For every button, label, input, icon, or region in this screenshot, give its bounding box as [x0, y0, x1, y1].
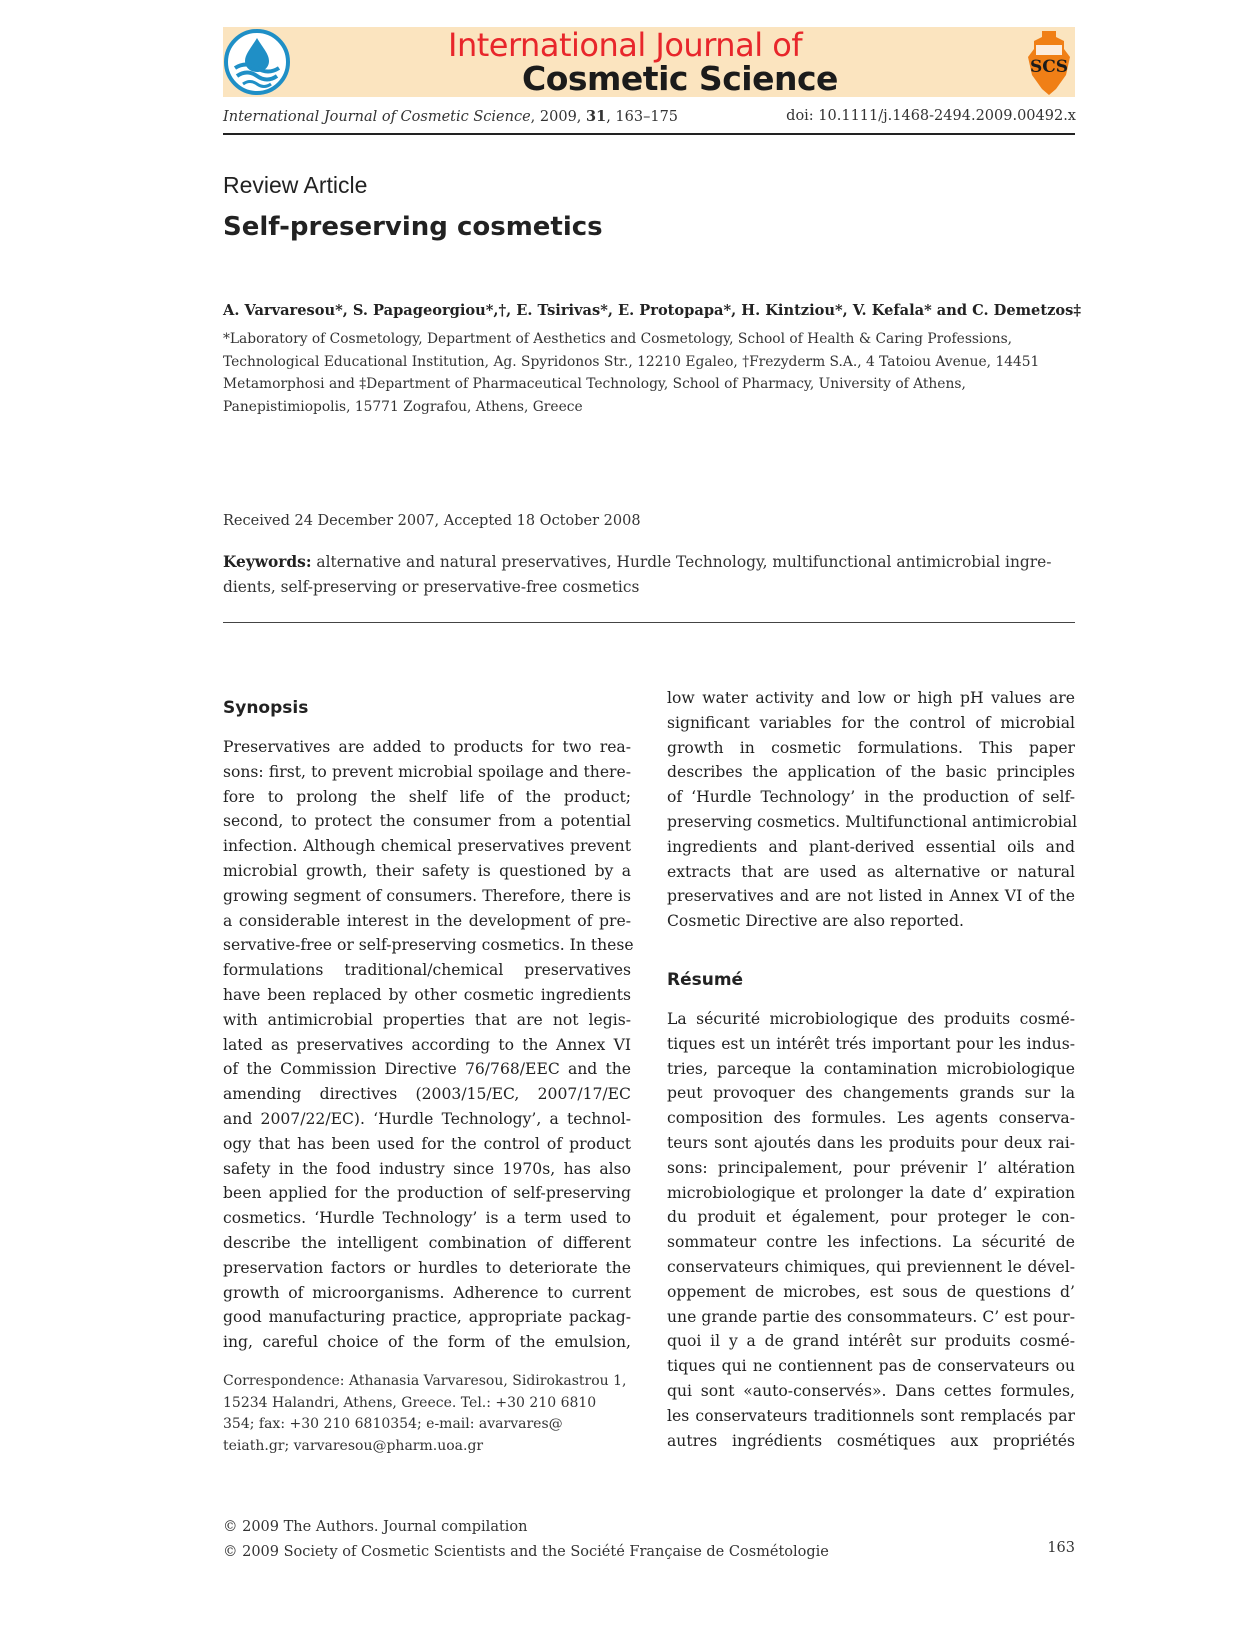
header-rule	[223, 133, 1075, 135]
text-line: safety in the food industry since 1970s, has also	[223, 1159, 631, 1178]
text-line: peut provoquer des changements grands sur la	[667, 1084, 1075, 1103]
text-line: 15234 Halandri, Athens, Greece. Tel.: +30 210 6810	[223, 1394, 597, 1411]
text-line: fore to prolong the shelf life of the product;	[223, 787, 631, 806]
resume-text	[667, 1007, 1075, 1453]
doi-text[interactable]: doi: 10.1111/j.1468-2494.2009.00492.x	[786, 108, 1076, 124]
text-line: microbial growth, their safety is questioned by a	[223, 861, 631, 880]
keywords-text: alternative and natural preservatives, Hurdle Technology, multifunctional antimicrobial ingre-	[311, 553, 1052, 571]
synopsis-continued	[667, 686, 1078, 934]
text-line: preserving cosmetics. Multifunctional antimicrobial	[667, 812, 1078, 831]
text-line: sons: first, to prevent microbial spoilage and there-	[223, 762, 631, 781]
text-line: sons: principalement, pour prévenir l’ altération	[667, 1158, 1075, 1177]
text-line: growth in cosmetic formulations. This paper	[667, 738, 1075, 757]
text-line: significant variables for the control of microbial	[667, 713, 1075, 732]
received-dates: Received 24 December 2007, Accepted 18 October 2008	[223, 513, 641, 529]
citation-pages: , 163–175	[606, 109, 679, 125]
text-line: tries, parceque la contamination microbiologique	[667, 1059, 1075, 1078]
text-line: describes the application of the basic principles	[667, 763, 1075, 782]
text-line: tiques qui ne contiennent pas de conservateurs ou	[667, 1357, 1075, 1376]
synopsis-heading: Synopsis	[223, 698, 309, 718]
correspondence-note	[223, 1371, 631, 1457]
text-line: ingredients and plant-derived essential oils and	[667, 837, 1075, 856]
article-type: Review Article	[223, 172, 368, 198]
text-line: une grande partie des consommateurs. C’ est pour-	[667, 1307, 1075, 1326]
journal-name: International Journal of Cosmetic Science	[223, 109, 531, 125]
text-line: du produit et également, pour proteger le con-	[667, 1208, 1075, 1227]
text-line: growing segment of consumers. Therefore, there is	[223, 886, 631, 905]
citation-line	[223, 108, 678, 125]
affiliation-line: Metamorphosi and ‡Department of Pharmaceutical Technology, School of Pharmacy, University of Athens,	[223, 376, 966, 392]
text-line: servative-free or self-preserving cosmetics. In these	[223, 936, 634, 955]
text-line: and 2007/22/EC). ‘Hurdle Technology’, a technol-	[223, 1109, 631, 1128]
text-line: low water activity and low or high pH values are	[667, 689, 1075, 707]
text-line: lated as preservatives according to the Annex VI	[223, 1035, 631, 1054]
text-line: describe the intelligent combination of different	[223, 1233, 631, 1252]
text-line: preservation factors or hurdles to deteriorate the	[223, 1258, 631, 1277]
text-line: quoi il y a de grand intérêt sur produits cosmé-	[667, 1332, 1075, 1351]
text-line: second, to protect the consumer from a potential	[223, 812, 631, 831]
text-line: amending directives (2003/15/EC, 2007/17/EC	[223, 1085, 631, 1104]
citation-year: , 2009,	[530, 109, 587, 125]
text-line: extracts that are used as alternative or natural	[667, 862, 1075, 881]
society-badge-text: SCS	[1029, 57, 1069, 77]
text-line: teurs sont ajoutés dans les produits pour deux rai-	[667, 1133, 1075, 1152]
affiliation-line: *Laboratory of Cosmetology, Department of Aesthetics and Cosmetology, School of Health & Caring Professions,	[223, 331, 1013, 347]
text-line: cosmetics. ‘Hurdle Technology’ is a term used to	[223, 1209, 631, 1228]
synopsis-text	[223, 735, 634, 1355]
text-line: formulations traditional/chemical preservatives	[223, 961, 631, 980]
affiliation-line: Technological Educational Institution, Ag. Spyridonos Str., 12210 Egaleo, †Frezyderm S.A., 4 Tatoiou Avenue, 14451	[223, 353, 1040, 370]
affiliation-line: Panepistimiopolis, 15771 Zografou, Athens, Greece	[223, 398, 583, 415]
text-line: have been replaced by other cosmetic ingredients	[223, 985, 631, 1004]
text-line: microbiologique et prolonger la date d’ expiration	[667, 1183, 1075, 1202]
journal-logo-icon	[223, 28, 291, 96]
text-line: oppement de microbes, est sous de questions d’	[667, 1282, 1075, 1301]
text-line: ing, careful choice of the form of the emulsion,	[223, 1333, 631, 1352]
text-line: composition des formules. Les agents conserva-	[667, 1109, 1075, 1128]
page-number: 163	[1047, 1540, 1075, 1556]
banner-title-line1: International Journal of	[448, 26, 803, 64]
text-line: Preservatives are added to products for two rea-	[223, 738, 631, 756]
text-line: growth of microorganisms. Adherence to current	[223, 1283, 631, 1302]
text-line: with antimicrobial properties that are not legis-	[223, 1010, 631, 1029]
text-line: a considerable interest in the development of pre-	[223, 911, 631, 930]
text-line: les conservateurs traditionnels sont remplacés par	[667, 1406, 1075, 1425]
text-line: of the Commission Directive 76/768/EEC and the	[223, 1060, 631, 1079]
footer-copyright	[223, 1515, 829, 1564]
affiliations	[223, 328, 1083, 418]
text-line: preservatives and are not listed in Annex VI of the	[667, 887, 1075, 906]
copyright-line: © 2009 Society of Cosmetic Scientists and the Société Française de Cosmétologie	[223, 1543, 829, 1560]
banner-title-line2: Cosmetic Science	[522, 59, 838, 98]
keywords-label: Keywords:	[223, 553, 312, 571]
text-line: Correspondence: Athanasia Varvaresou, Sidirokastrou 1,	[223, 1373, 627, 1389]
text-line: autres ingrédients cosmétiques aux propriétés	[667, 1431, 1075, 1450]
text-line: tiques est un intérêt trés important pour les indus-	[667, 1034, 1075, 1053]
article-title: Self-preserving cosmetics	[223, 212, 603, 242]
resume-heading: Résumé	[667, 970, 744, 990]
text-line: of ‘Hurdle Technology’ in the production of self-	[667, 788, 1075, 807]
text-line: La sécurité microbiologique des produits cosmé-	[667, 1010, 1075, 1028]
text-line: ogy that has been used for the control of product	[223, 1134, 631, 1153]
text-line: qui sont «auto-conservés». Dans cettes formules,	[667, 1381, 1075, 1400]
text-line: teiath.gr; varvaresou@pharm.uoa.gr	[223, 1437, 484, 1454]
text-line: good manufacturing practice, appropriate packag-	[223, 1308, 631, 1327]
text-line: Cosmetic Directive are also reported.	[667, 912, 964, 931]
text-line: 354; fax: +30 210 6810354; e-mail: avarvares@	[223, 1416, 563, 1432]
text-line: been applied for the production of self-preserving	[223, 1184, 631, 1203]
keywords-text: dients, self-preserving or preservative-free cosmetics	[223, 577, 640, 596]
text-line: sommateur contre les infections. La sécurité de	[667, 1233, 1075, 1252]
text-line: infection. Although chemical preservatives prevent	[223, 837, 631, 856]
author-list: A. Varvaresou*, S. Papageorgiou*,†, E. Tsirivas*, E. Protopapa*, H. Kintziou*, V. Kefala* and C. Demetzos‡	[223, 302, 1081, 319]
citation-volume: 31	[586, 108, 607, 125]
keywords	[223, 550, 1075, 599]
copyright-line: © 2009 The Authors. Journal compilation	[223, 1519, 528, 1535]
keywords-rule	[223, 622, 1075, 623]
text-line: conservateurs chimiques, qui previennent le dével-	[667, 1257, 1075, 1276]
society-logo-icon	[1024, 27, 1074, 97]
